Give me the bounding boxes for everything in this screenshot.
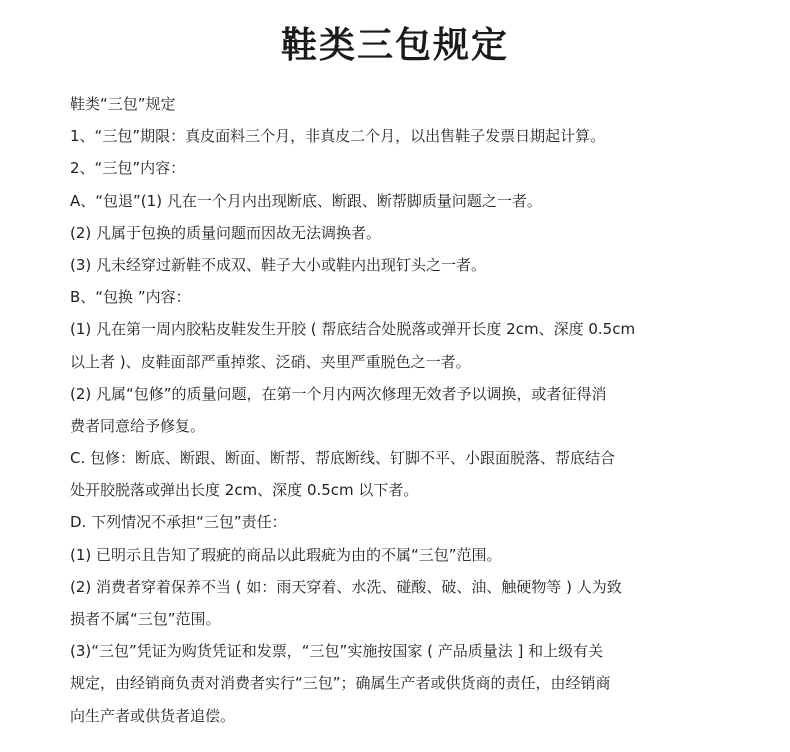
policy-line: (2) 消费者穿着保养不当 ( 如：雨天穿着、水洗、碰酸、破、油、触硬物等 ) 人为致 [70,577,622,596]
policy-line: D. 下列情况不承担“三包”责任： [70,513,287,532]
policy-line: 以上者 )、皮鞋面部严重掉浆、泛硝、夹里严重脱色之一者。 [70,352,471,371]
policy-line: (3)“三包”凭证为购货凭证和发票，“三包”实施按国家 ( 产品质量法 ] 和上级有关 [70,642,604,661]
policy-heading: 鞋类“三包”规定 [70,95,176,113]
policy-line: B、“包换 ”内容： [70,288,191,307]
policy-line: (1) 已明示且告知了瑕疵的商品以此瑕疵为由的不属“三包”范围。 [70,545,502,564]
policy-line: 规定，由经销商负责对消费者实行“三包”；确属生产者或供货商的责任，由经销商 [70,674,611,693]
policy-line: (3) 凡未经穿过新鞋不成双、鞋子大小或鞋内出现钉头之一者。 [70,255,487,274]
policy-line: 2、“三包”内容： [70,159,186,178]
policy-line: (2) 凡属“包修”的质量问题，在第一个月内两次修理无效者予以调换，或者征得消 [70,384,607,403]
policy-line: 费者同意给予修复。 [70,416,206,435]
policy-line: (2) 凡属于包换的质量问题而因故无法调换者。 [70,223,382,242]
policy-line: 处开胶脱落或弹出长度 2cm、深度 0.5cm 以下者。 [70,481,419,500]
policy-line: 向生产者或供货者追偿。 [70,706,236,725]
policy-body [70,88,720,732]
policy-line: (1) 凡在第一周内胶粘皮鞋发生开胶 ( 帮底结合处脱落或弹开长度 2cm、深度 0.5cm [70,320,636,339]
policy-line: 损者不属“三包”范围。 [70,610,221,628]
policy-line: C. 包修：断底、断跟、断面、断帮、帮底断线、钉脚不平、小跟面脱落、帮底结合 [70,449,616,468]
policy-line: 1、“三包”期限：真皮面料三个月，非真皮二个月，以出售鞋子发票日期起计算。 [70,127,606,146]
policy-line: A、“包退”(1) 凡在一个月内出现断底、断跟、断帮脚质量问题之一者。 [70,191,542,210]
page-title: 鞋类三包规定 [280,25,509,66]
